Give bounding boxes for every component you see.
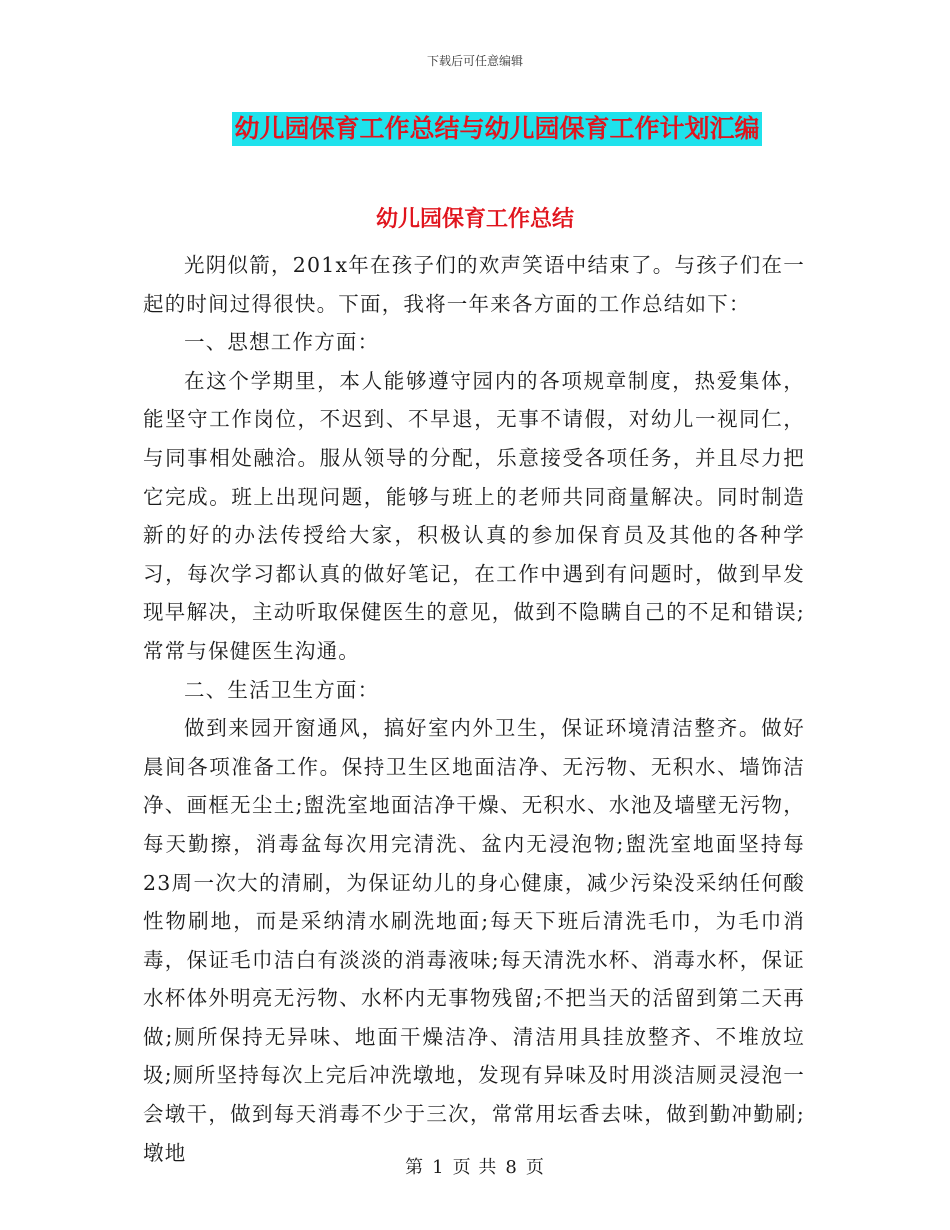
body-text [143, 246, 805, 1172]
footer-suffix: 页 [525, 1157, 545, 1178]
footer-prefix: 第 [405, 1157, 425, 1178]
page-footer [0, 1153, 950, 1179]
paragraph: 在这个学期里，本人能够遵守园内的各项规章制度，热爱集体，能坚守工作岗位，不迟到、不早退，无事不请假，对幼儿一视同仁，与同事相处融洽。服从领导的分配，乐意接受各项任务，并且尽力把它完成。班上出现问题，能够与班上的老师共同商量解决。同时制造新的好的办法传授给大家，积极认真的参加保育员及其他的各种学习，每次学习都认真的做好笔记，在工作中遇到有问题时，做到早发现早解决，主动听取保健医生的意见，做到不隐瞒自己的不足和错误;常常与保健医生沟通。 [143, 368, 805, 663]
document-title: 幼儿园保育工作总结与幼儿园保育工作计划汇编 [232, 112, 761, 146]
footer-middle: 页 共 [452, 1157, 498, 1178]
section-title: 幼儿园保育工作总结 [375, 207, 574, 232]
paragraph: 做到来园开窗通风，搞好室内外卫生，保证环境清洁整齐。做好晨间各项准备工作。保持卫生区地面洁净、无污物、无积水、墙饰洁净、画框无尘土;盥洗室地面洁净干燥、无积水、水池及墙壁无污物，每天勤擦，消毒盆每次用完清洗、盆内无浸泡物;盥洗室地面坚持每23周一次大的清刷，为保证幼儿的身心健康，减少污染没采纳任何酸性物刷地，而是采纳清水刷洗地面;每天下班后清洗毛巾，为毛巾消毒，保证毛巾洁白有淡淡的消毒液味;每天清洗水杯、消毒水杯，保证水杯体外明亮无污物、水杯内无事物残留;不把当天的活留到第二天再做;厕所保持无异味、地面干燥洁净、清洁用具挂放整齐、不堆放垃圾;厕所坚持每次上完后冲洗墩地，发现有异味及时用淡洁厕灵浸泡一会墩干，做到每天消毒不少于三次，常常用坛香去味，做到勤冲勤刷;墩地 [143, 716, 805, 1165]
paragraph-heading: 一、思想工作方面： [184, 330, 380, 355]
paragraph-heading: 二、生活卫生方面： [184, 677, 380, 702]
page-number: 1 [432, 1157, 445, 1178]
paragraph: 光阴似箭，201x年在孩子们的欢声笑语中结束了。与孩子们在一起的时间过得很快。下面，我将一年来各方面的工作总结如下： [143, 253, 805, 316]
document-title-container [0, 112, 950, 146]
page-total: 8 [505, 1157, 518, 1178]
header-note: 下载后可任意编辑 [426, 54, 523, 68]
